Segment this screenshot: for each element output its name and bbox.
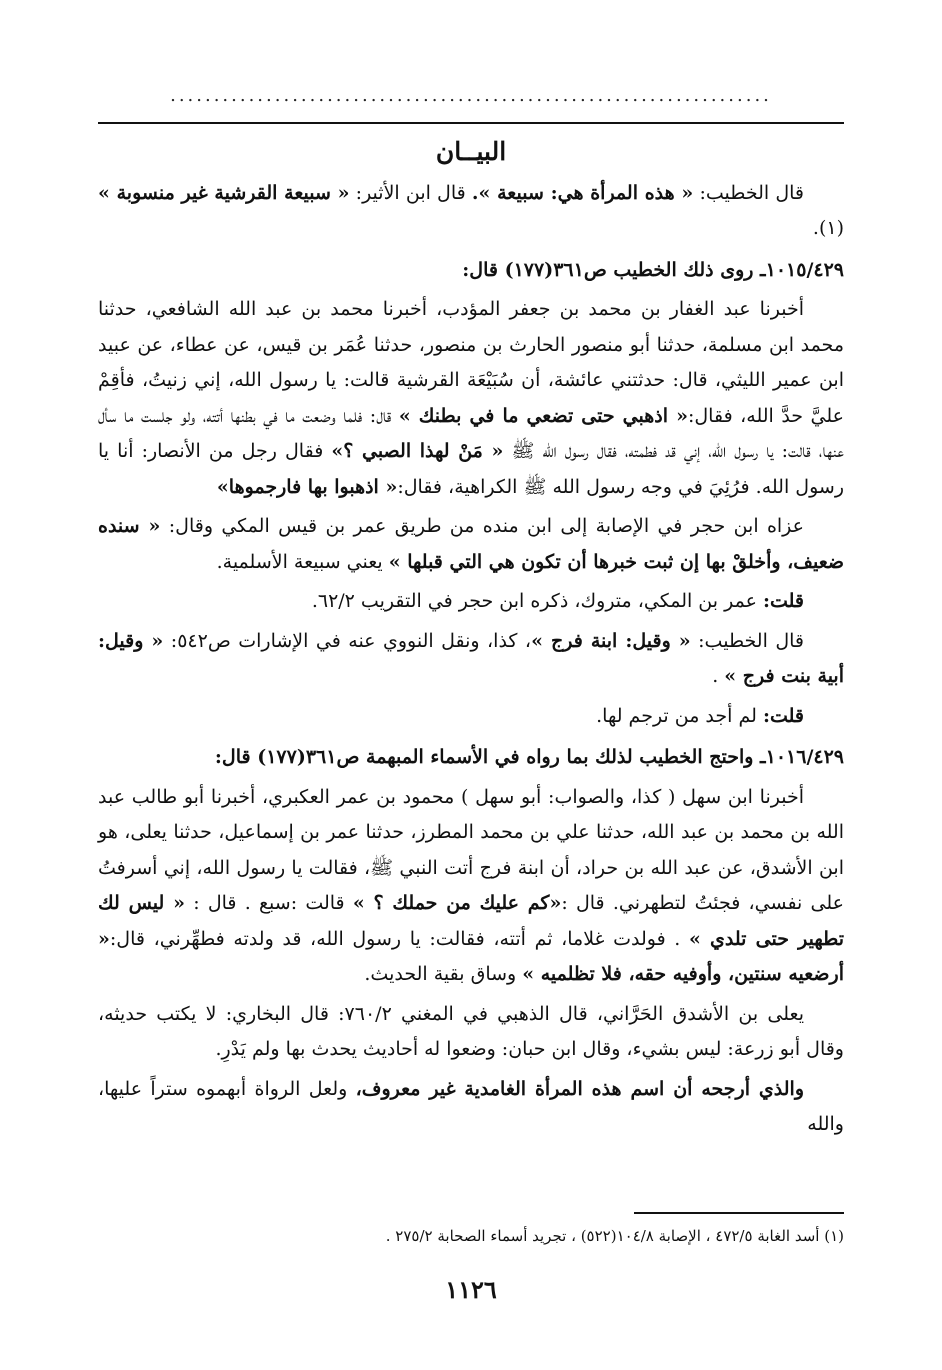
paragraph-conclusion: والذي أرجحه أن اسم هذه المرأة الغامدية غير معروف، ولعل الرواة أبهموه ستراً عليها، والله xyxy=(98,1077,844,1135)
paragraph-hadith-subaia: أخبرنا عبد الغفار بن محمد بن جعفر المؤدب، أخبرنا محمد بن عبد الله الشافعي، حدثنا محمد ابن مسلمة، حدثنا أبو منصور الحارث بن منصور، حدثنا عُمَر بن قيس، عن عطاء، عن عبيد ابن عمير الليثي، قال: حدثتني عائشة، أن سُبَيْعَة القرشية قالت: يا رسول الله، إني زنيتُ، فأقِمْ عليَّ حدَّ الله، فقال:« اذهبي حتى تضعي ما في بطنك » قال: فلما وضعت ما في بطنها أتته، ولو جلست ما سأل عنها، قالت: يا رسول الله، إني قد فطمته، فقال رسول الله ﷺ « مَنْ لهذا الصبي ؟» فقال رجل من الأنصار: أنا يا رسول الله. فرُئِيَ في وجه رسول الله ﷺ الكراهية، فقال:« اذهبوا بها فارجموها» xyxy=(98,298,844,498)
footnote-rule xyxy=(634,1212,844,1214)
paragraph-ibn-hajar: عزاه ابن حجر في الإصابة إلى ابن منده من طريق عمر بن قيس المكي وقال: « سنده ضعيف، وأخلقْ بها إن ثبت خبرها أن تكون هي التي قبلها » يعني سبيعة الأسلمية. xyxy=(98,515,844,573)
header-dotted-line: ..................................................................... xyxy=(170,86,772,106)
paragraph-yala-ashdaq: يعلى بن الأشدق الحَرَّاني، قال الذهبي في المغني ٧٦٠/٢: قال البخاري: لا يكتب حديثه، وقال أبو زرعة: ليس بشيء، وقال ابن حبان: وضعوا له أحاديث يحدث بها ولم يَدْرِ. xyxy=(98,1002,844,1060)
paragraph-khatib-ibnat-faraj: قال الخطيب: « وقيل: ابنة فرج »، كذا، ونقل النووي عنه في الإشارات ص٥٤٢: « وقيل: أبية بنت فرج » . xyxy=(98,629,844,687)
page-number: ١١٢٦ xyxy=(445,1275,497,1304)
footnote: (١) أسد الغابة ٤٧٢/٥ ، الإصابة ١٠٤/٨(٥٢٢) ، تجريد أسماء الصحابة ٢٧٥/٢ . xyxy=(385,1227,844,1245)
paragraph-qultu-umar: قلت: عمر بن المكي، متروك، ذكره ابن حجر في التقريب ٦٢/٢. xyxy=(311,590,804,612)
paragraph-qultu-tarjama: قلت: لم أجد من ترجم لها. xyxy=(596,704,804,727)
header-rule xyxy=(98,122,844,124)
paragraph-hadith-ibnat-faraj: أخبرنا ابن سهل ( كذا، والصواب: أبو سهل ) محمود بن عمر العكبري، أخبرنا أبو طالب عبد الله بن محمد بن عبد الله، حدثنا علي بن محمد المطرز، حدثنا عمر بن إسماعيل، حدثنا يعلى، هو ابن الأشدق، عن عبد الله بن حراد، أن ابنة فرج أتت النبي ﷺ، فقالت يا رسول الله، إني أسرفتُ على نفسي، فجئتُ لتطهرني. قال :«كم عليك من حملك ؟ » قالت :سبع . قال : « ليس لك تطهير حتى تلدي » . فولدت غلاما، ثم أتته، فقالت: يا رسول الله، قد ولدته فطهِّرني، قال:« أرضعيه سنتين، وأوفيه حقه، فلا تظلميه » وساق بقية الحديث. xyxy=(98,785,845,985)
entry-heading-1016: ١٠١٦/٤٢٩ـ واحتج الخطيب لذلك بما رواه في الأسماء المبهمة ص٣٦١(١٧٧) قال: xyxy=(214,746,844,768)
entry-heading-1015: ١٠١٥/٤٢٩ـ روى ذلك الخطيب ص٣٦١(١٧٧) قال: xyxy=(462,258,844,281)
paragraph-khatib-saying: قال الخطيب: « هذه المرأة هي: سبيعة ». قال ابن الأثير: « سبيعة القرشية غير منسوبة » (١). xyxy=(98,181,844,239)
book-page xyxy=(98,0,844,1370)
section-title: البيــان xyxy=(435,137,507,166)
page-body xyxy=(98,134,844,1147)
